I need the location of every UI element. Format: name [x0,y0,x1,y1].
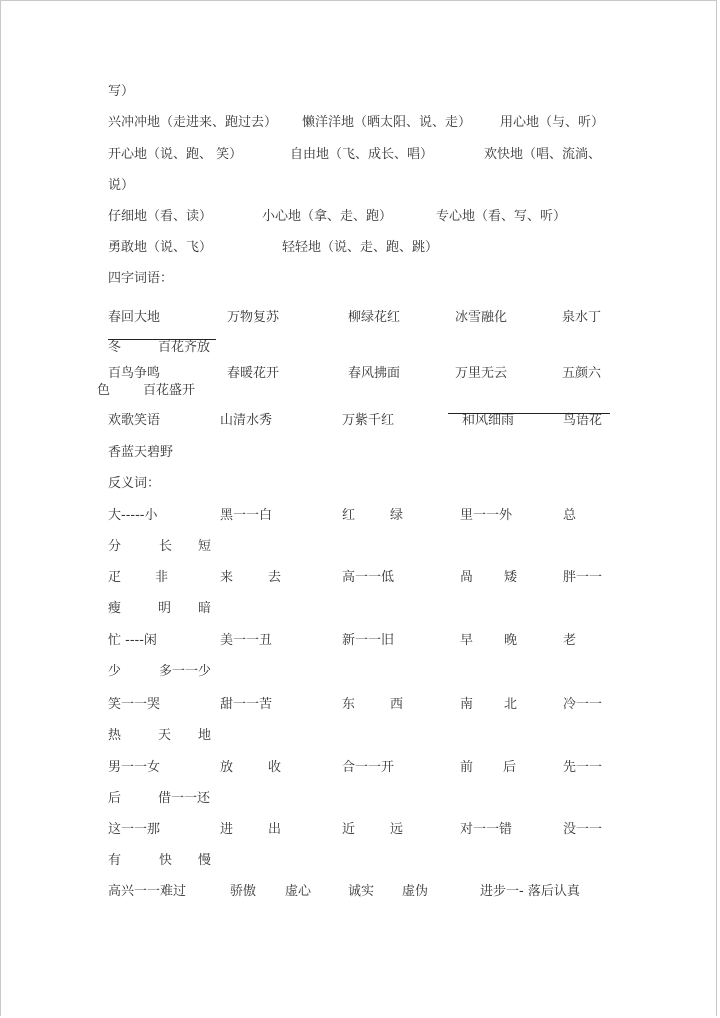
antonym: 晚 [504,633,518,648]
idiom: 春回大地 [108,310,161,325]
antonym: 明 [158,601,172,616]
antonym: 放 [220,760,234,775]
antonym: 瘦 [108,601,122,616]
antonym: 慢 [198,853,212,868]
idiom: 万里无云 [455,366,508,381]
antonym: 虚伪 [402,884,429,899]
antonym: 有 [108,853,122,868]
antonym: 短 [198,539,212,554]
text-line: 小心地（拿、走、跑） [262,209,393,224]
idiom: 万物复苏 [227,310,280,325]
antonym: 东 [342,697,356,712]
idiom: 欢歌笑语 [108,413,161,428]
antonym: 多一一少 [159,664,212,679]
antonym: 西 [390,697,404,712]
antonym: 疋 [108,570,122,585]
antonym: 里一一外 [460,508,513,523]
text-line: 欢快地（唱、流淌、 [484,147,602,162]
antonym: 后 [503,760,517,775]
antonym: 新一一旧 [342,633,395,648]
antonym: 借一一还 [158,791,211,806]
antonym: 少 [108,664,122,679]
antonym: 矮 [504,570,518,585]
text-line: 兴冲冲地（走进来、跑过去） [108,115,278,130]
antonym: 美一一丑 [220,633,273,648]
idiom: 色 [97,383,111,398]
antonym: 冷一一 [563,697,603,712]
idiom: 泉水丁 [562,310,602,325]
antonym: 非 [155,570,169,585]
idiom: 山清水秀 [220,413,273,428]
text-line: 开心地（说、跑、 笑） [108,147,243,162]
antonym: 虚心 [285,884,312,899]
antonym: 北 [504,697,518,712]
antonym: 进步一- 落后认真 [480,884,580,899]
idiom: 柳绿花红 [348,310,401,325]
antonym: 合一一开 [342,760,395,775]
idiom: 五颜六 [562,366,602,381]
antonym: 先一一 [563,760,603,775]
text-line: 说） [108,178,135,193]
antonym: 早 [460,633,474,648]
antonym: 老 [563,633,577,648]
idiom: 万紫千红 [342,413,395,428]
idiom: 春暖花开 [227,366,280,381]
antonym: 高兴一一难过 [108,884,187,899]
antonym: 总 [563,508,577,523]
antonym: 进 [220,822,234,837]
antonym: 男一一女 [108,760,161,775]
antonym: 来 [220,570,234,585]
idiom: 和风细雨 [462,413,515,428]
antonym: 甜一一苦 [220,697,273,712]
text-line: 写） [108,84,135,99]
text-line: 专心地（看、写、听） [436,209,567,224]
idiom: 鸟语花 [563,413,603,428]
antonym: 暗 [198,601,212,616]
antonym: 南 [460,697,474,712]
text-line: 用心地（与、听） [500,115,605,130]
antonym: 天 [158,728,172,743]
antonym: 对一一错 [460,822,513,837]
antonym: 这一一那 [108,822,161,837]
antonym: 近 [342,822,356,837]
idiom: 百花齐放 [158,340,211,355]
antonym: 忙 ----闲 [108,633,157,648]
antonym: 出 [268,822,282,837]
idiom: 百鸟争鸣 [108,366,161,381]
antonym: 胖一一 [563,570,603,585]
antonym: 收 [268,760,282,775]
antonym: 黑一一白 [220,508,273,523]
text-line: 自由地（飞、成长、唱） [290,147,434,162]
antonym: 大-----小 [108,508,158,523]
idiom: 冬 [108,340,122,355]
section-heading: 四字词语： [108,271,174,286]
section-heading: 反义词： [108,476,161,491]
antonym: 快 [159,853,173,868]
idiom: 百花盛开 [143,383,196,398]
antonym: 没一一 [563,822,603,837]
antonym: 远 [390,822,404,837]
idiom: 冰雪融化 [455,310,508,325]
antonym: 诚实 [348,884,375,899]
text-line: 仔细地（看、读） [108,209,213,224]
antonym: 分 [108,539,122,554]
antonym: 笑一一哭 [108,697,161,712]
antonym: 热 [108,728,122,743]
antonym: 长 [159,539,173,554]
antonym: 咼 [460,570,474,585]
idiom: 春风拂面 [348,366,401,381]
antonym: 后 [108,791,122,806]
antonym: 前 [460,760,474,775]
antonym: 去 [268,570,282,585]
text-line: 懒洋洋地（晒太阳、说、走） [302,115,472,130]
antonym: 骄傲 [230,884,257,899]
idiom: 香蓝天碧野 [108,445,174,460]
antonym: 高一一低 [342,570,395,585]
text-line: 勇敢地（说、飞） [108,240,213,255]
text-line: 轻轻地（说、走、跑、跳） [282,240,439,255]
antonym: 地 [198,728,212,743]
antonym: 红 [342,508,356,523]
antonym: 绿 [390,508,404,523]
